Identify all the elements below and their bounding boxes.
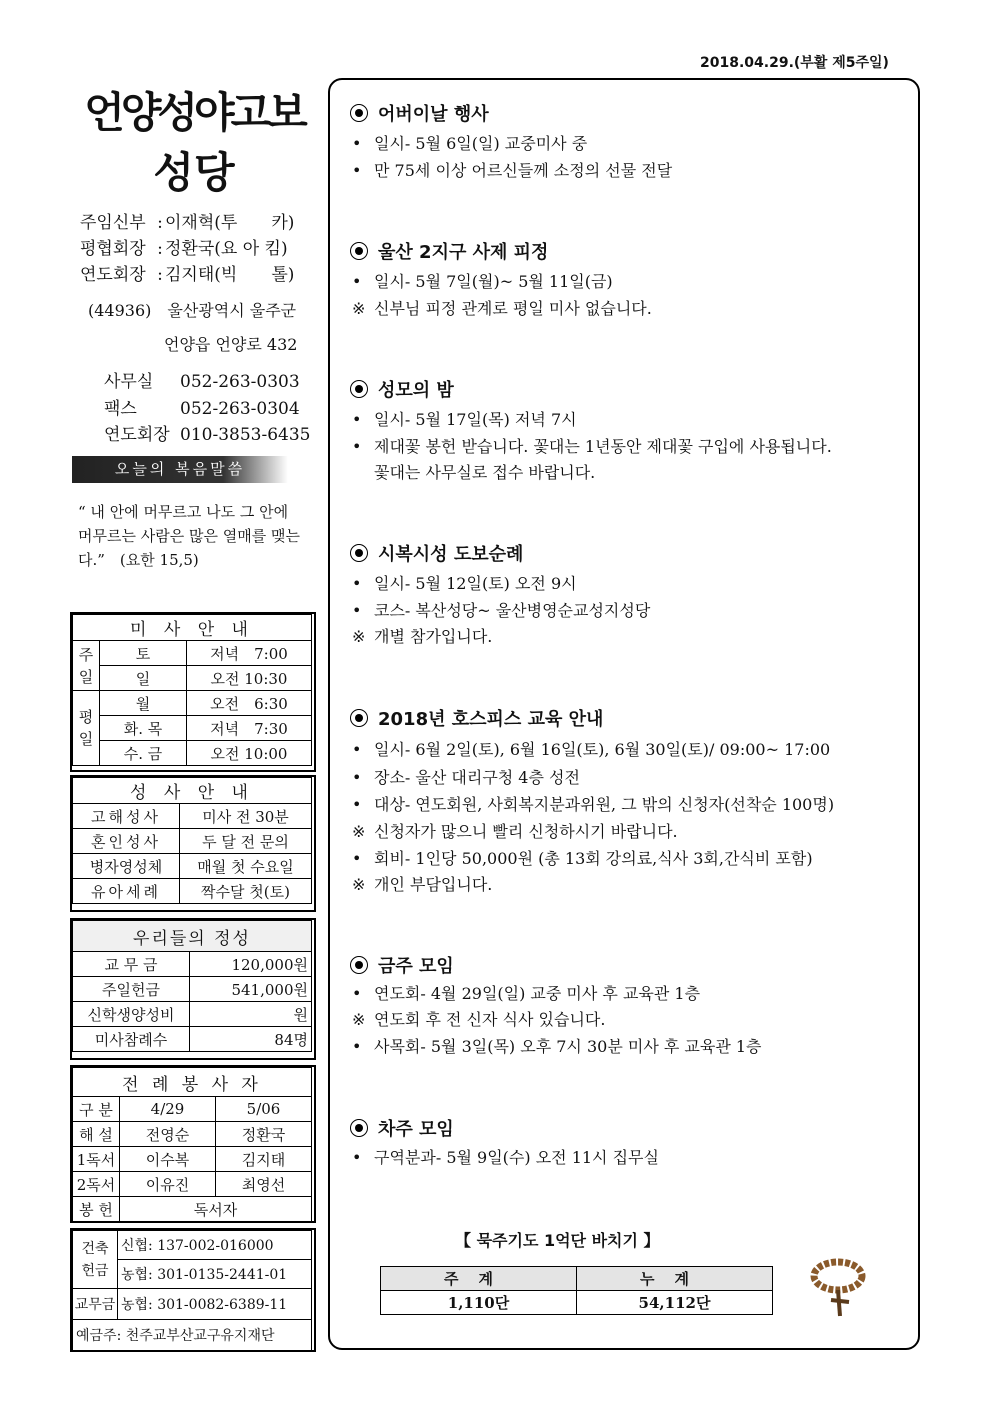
list-item: ※ 신부님 피정 관계로 평일 미사 없습니다. [352,299,652,318]
tithe-label: 교무금 [73,1289,118,1320]
list-item: ※ 개별 참가입니다. [352,627,493,646]
list-item: • 코스- 복산성당~ 울산병영순교성지성당 [352,601,651,620]
list-item: • 만 75세 이상 어르신들께 소정의 선물 전달 [352,161,673,180]
contact-fax: 팩스 052-263-0304 [104,399,300,419]
list-item: 꽃대는 사무실로 접수 바랍니다. [374,463,596,482]
section-heading: 금주 모임 [350,952,454,978]
list-item: • 회비- 1인당 50,000원 (총 13회 강의료,식사 3회,간식비 포함) [352,849,813,868]
mass-weekday-label: 평일 [73,691,100,766]
list-item: • 제대꽃 봉헌 받습니다. 꽃대는 1년동안 제대꽃 구입에 사용됩니다. [352,437,832,456]
list-item: • 일시- 5월 17일(목) 저녁 7시 [352,410,577,429]
bullet-icon [350,956,368,974]
section-heading: 시복시성 도보순례 [350,540,523,566]
rosary-table [380,1266,773,1315]
staff-name: 정환국(요 아 킴) [165,239,288,259]
list-item: ※ 연도회 후 전 신자 식사 있습니다. [352,1010,606,1029]
accounts-table: 건축헌금 신협: 137-002-016000 농협: 301-0135-2441-01 교무금 농협: 301-0082-6389-11 예금주: 천주교부산교구유지재단 [72,1230,312,1351]
list-item: • 일시- 5월 7일(월)~ 5월 11일(금) [352,272,613,291]
bullet-icon [350,242,368,260]
mass-title: 미 사 안 내 [73,615,312,641]
section-heading: 어버이날 행사 [350,100,489,126]
list-item: ※ 신청자가 많으니 빨리 신청하시기 바랍니다. [352,822,678,841]
bullet-icon [350,709,368,727]
bullet-icon [350,104,368,122]
list-item: • 일시- 6월 2일(토), 6월 16일(토), 6월 30일(토)/ 09:00~ 17:00 [352,740,831,759]
sacraments-table: 성 사 안 내 고해성사 미사 전 30분 혼인성사 두 달 전 문의 병자영성체 매월 첫 수요일 유아세례 짝수달 첫(토) [72,777,312,904]
staff-council-president: 평협회장 : 정환국(요 아 킴) [80,234,288,259]
staff-funeral-president: 연도회장 : 김지태(빅 톨) [80,260,294,285]
offering-title: 우리들의 정성 [73,921,312,952]
building-fund-label: 건축헌금 [73,1231,118,1289]
rosary-total: 54,112단 [577,1291,773,1315]
bullet-icon [350,544,368,562]
address-line-2: 언양읍 언양로 432 [164,335,298,354]
servers-table: 전 례 봉 사 자 구 분 4/29 5/06 해 설 전영순 정환국 1독서 이수복 김지태 2독서 이유진 최영선 봉 헌 독서자 [72,1067,312,1222]
address-line-1: (44936) 울산광역시 울주군 [88,301,297,320]
gospel-heading: 오늘의 복음말씀 [72,456,288,483]
servers-title: 전 례 봉 사 자 [73,1068,312,1097]
staff-name: 이재혁(투 카) [165,213,295,233]
sacraments-title: 성 사 안 내 [73,778,312,804]
list-item: • 대상- 연도회원, 사회복지분과위원, 그 밖의 신청자(선착순 100명) [352,795,835,814]
list-item: • 사목회- 5월 3일(목) 오후 7시 30분 미사 후 교육관 1층 [352,1037,762,1056]
staff-role: 평협회장 [80,239,146,259]
list-item: • 일시- 5월 12일(토) 오전 9시 [352,574,577,593]
bullet-icon [350,380,368,398]
section-heading: 성모의 밤 [350,376,454,402]
section-heading: 2018년 호스피스 교육 안내 [350,705,603,731]
rosary-weekly-label: 주계 [381,1267,577,1291]
staff-name: 김지태(빅 톨) [165,265,295,285]
staff-role: 주임신부 [80,213,146,233]
rosary-total-label: 누계 [577,1267,773,1291]
contact-office: 사무실 052-263-0303 [104,372,300,392]
parish-title-sub: 성당 [153,148,235,197]
rosary-weekly: 1,110단 [381,1291,577,1315]
list-item: • 일시- 5월 6일(일) 교중미사 중 [352,134,588,153]
gospel-text: “ 내 안에 머무르고 나도 그 안에 머무르는 사람은 많은 열매를 맺는다.” (요한 15,5) [78,503,300,569]
contact-funeral: 연도회장 010-3853-6435 [104,425,311,445]
list-item: ※ 개인 부담입니다. [352,875,493,894]
offering-table: 우리들의 정성 교 무 금 120,000원 주일헌금 541,000원 신학생양성비 원 미사참례수 84명 [72,920,312,1052]
list-item: • 구역분과- 5월 9일(수) 오전 11시 집무실 [352,1148,659,1167]
mass-sunday-label: 주일 [73,641,100,691]
bullet-icon [350,1119,368,1137]
staff-role: 연도회장 [80,265,146,285]
account-holder: 예금주: 천주교부산교구유지재단 [73,1320,312,1351]
parish-title: 언양성야고보 [84,88,304,137]
list-item: • 장소- 울산 대리구청 4층 성전 [352,768,580,787]
rosary-title: 【 묵주기도 1억단 바치기 】 [455,1231,660,1250]
staff-pastor: 주임신부 : 이재혁(투 카) [80,208,294,233]
section-heading: 차주 모임 [350,1115,454,1141]
section-heading: 울산 2지구 사제 피정 [350,238,548,264]
list-item: • 연도회- 4월 29일(일) 교중 미사 후 교육관 1층 [352,984,701,1003]
mass-table: 미 사 안 내 주일 토 저녁 7:00 일 오전 10:30 평일 월 오전 6:30 화. 목 저녁 7:30 수. 금 오전 10:00 [72,614,312,766]
issue-date: 2018.04.29.(부활 제5주일) [700,55,889,71]
rosary-icon [804,1250,874,1320]
